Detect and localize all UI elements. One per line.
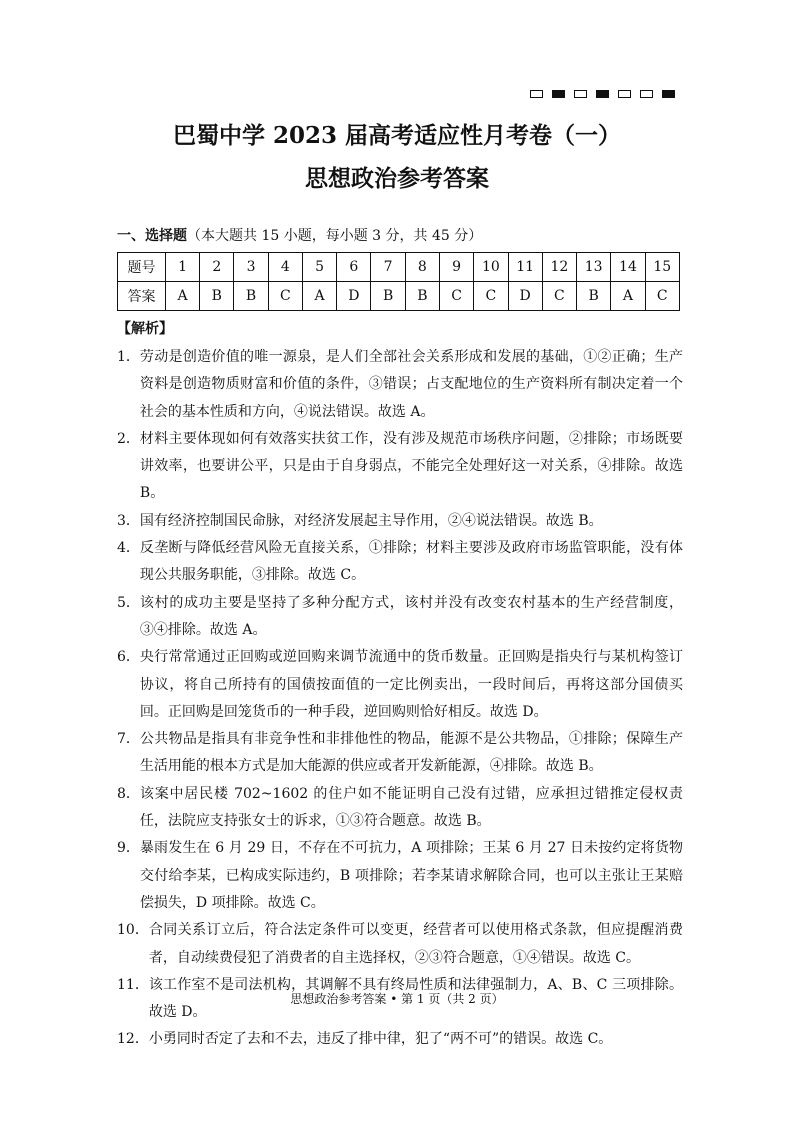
answer-cell: C [439, 282, 473, 311]
answer-cell: D [508, 282, 542, 311]
question-number: 13 [577, 253, 611, 282]
question-number-row [118, 253, 680, 282]
item-text: 国有经济控制国民命脉，对经济发展起主导作用，②④说法错误。故选 B。 [139, 512, 603, 529]
question-number: 14 [611, 253, 645, 282]
item-text: 材料主要体现如何有效落实扶贫工作，没有涉及规范市场秩序问题，②排除；市场既要讲效率，也要讲公平，只是由于自身弱点，不能完全处理好这一对关系，④排除。故选 B。 [139, 430, 683, 502]
hollow-square-mark [640, 90, 653, 98]
question-number: 12 [542, 253, 576, 282]
item-number: 8． [117, 785, 140, 802]
analysis-item [117, 426, 683, 508]
question-number: 1 [165, 253, 199, 282]
item-number: 5． [117, 594, 140, 611]
answer-cell: B [371, 282, 405, 311]
question-number: 2 [200, 253, 234, 282]
item-number: 2． [117, 430, 140, 447]
analysis-item [117, 835, 683, 917]
filled-square-mark [596, 90, 609, 98]
question-number: 9 [439, 253, 473, 282]
section-note: （本大题共 15 小题，每小题 3 分，共 45 分） [187, 228, 483, 244]
answer-cell: C [645, 282, 679, 311]
analysis-item [117, 726, 683, 781]
item-number: 9． [117, 840, 140, 857]
item-text: 小勇同时否定了去和不去，违反了排中律，犯了“两不可”的错误。故选 C。 [148, 1031, 613, 1048]
item-text: 暴雨发生在 6 月 29 日，不存在不可抗力，A 项排除；王某 6 月 27 日未按约定将货物交付给李某，已构成实际违约，B 项排除；若李某请求解除合同，也可以主张让王某赔偿损失，D 项排除。故选 C。 [139, 840, 683, 911]
item-text: 反垄断与降低经营风险无直接关系，①排除；材料主要涉及政府市场监管职能，没有体现公共服务职能，③排除。故选 C。 [139, 540, 683, 584]
question-number: 7 [371, 253, 405, 282]
page-title: 巴蜀中学 2023 届高考适应性月考卷（一） [172, 122, 622, 149]
question-number: 10 [474, 253, 508, 282]
hollow-square-mark [574, 90, 587, 98]
item-number: 12． [117, 1031, 149, 1048]
analysis-item [117, 590, 683, 645]
filled-square-mark [662, 90, 675, 98]
answer-cell: C [268, 282, 302, 311]
item-number: 7． [117, 731, 140, 748]
row-header: 题号 [118, 253, 166, 282]
question-number: 8 [405, 253, 439, 282]
header-marks [530, 90, 675, 98]
answer-cell: A [611, 282, 645, 311]
analysis-item [117, 644, 683, 726]
section-label: 一、选择题 [117, 228, 187, 244]
item-text: 该工作室不是司法机构，其调解不具有终局性质和法律强制力，A、B、C 三项排除。故选 D。 [148, 976, 683, 1021]
row-header: 答案 [118, 282, 166, 311]
item-number: 3． [117, 512, 140, 529]
question-number: 4 [268, 253, 302, 282]
answer-cell: B [405, 282, 439, 311]
analysis-heading: 【解析】 [117, 321, 173, 337]
answer-cell: B [577, 282, 611, 311]
page-subtitle: 思想政治参考答案 [305, 165, 489, 192]
filled-square-mark [552, 90, 565, 98]
item-text: 该案中居民楼 702~1602 的住户如不能证明自己没有过错，应承担过错推定侵权责任，法院应支持张女士的诉求，①③符合题意。故选 B。 [139, 785, 683, 830]
item-text: 合同关系订立后，符合法定条件可以变更，经营者可以使用格式条款，但应提醒消费者，自动续费侵犯了消费者的自主选择权，②③符合题意，①④错误。故选 C。 [148, 922, 683, 966]
item-number: 10． [117, 922, 149, 939]
analysis-item [117, 344, 683, 426]
question-number: 11 [508, 253, 542, 282]
hollow-square-mark [530, 90, 543, 98]
page-footer: 思想政治参考答案 • 第 1 页（共 2 页） [290, 992, 504, 1006]
item-text: 劳动是创造价值的唯一源泉，是人们全部社会关系形成和发展的基础，①②正确；生产资料是创造物质财富和价值的条件，③错误；占支配地位的生产资料所有制决定着一个社会的基本性质和方向，④说法错误。故选 A。 [139, 349, 683, 420]
analysis-item [117, 508, 683, 535]
hollow-square-mark [618, 90, 631, 98]
answer-cell: A [302, 282, 336, 311]
question-number: 15 [645, 253, 679, 282]
answer-cell: C [474, 282, 508, 311]
analysis-item [117, 917, 683, 972]
item-number: 11． [117, 976, 149, 993]
question-number: 6 [337, 253, 371, 282]
question-number: 5 [302, 253, 336, 282]
item-text: 该村的成功主要是坚持了多种分配方式，该村并没有改变农村基本的生产经营制度，③④排除。故选 A。 [139, 594, 683, 638]
item-text: 公共物品是指具有非竞争性和非排他性的物品，能源不是公共物品，①排除；保障生产生活用能的根本方式是加大能源的供应或者开发新能源，④排除。故选 B。 [139, 731, 683, 775]
answer-cell: D [337, 282, 371, 311]
analysis-item [117, 781, 683, 836]
answer-cell: B [200, 282, 234, 311]
answer-row [118, 282, 680, 311]
analysis-item [117, 1026, 683, 1053]
item-text: 央行常常通过正回购或逆回购来调节流通中的货币数量。正回购是指央行与某机构签订协议，将自己所持有的国债按面值的一定比例卖出，一段时间后，再将这部分国债买回。正回购是回笼货币的一种手段，逆回购则恰好相反。故选 D。 [139, 649, 683, 720]
item-number: 4． [117, 540, 140, 557]
item-number: 6． [117, 649, 140, 666]
answer-cell: C [542, 282, 576, 311]
question-number: 3 [234, 253, 268, 282]
item-number: 1． [117, 349, 140, 365]
answer-table [117, 252, 680, 311]
answer-cell: A [165, 282, 199, 311]
section-heading [117, 225, 482, 245]
answer-cell: B [234, 282, 268, 311]
analysis-item [117, 535, 683, 590]
analysis-list [117, 344, 683, 1054]
